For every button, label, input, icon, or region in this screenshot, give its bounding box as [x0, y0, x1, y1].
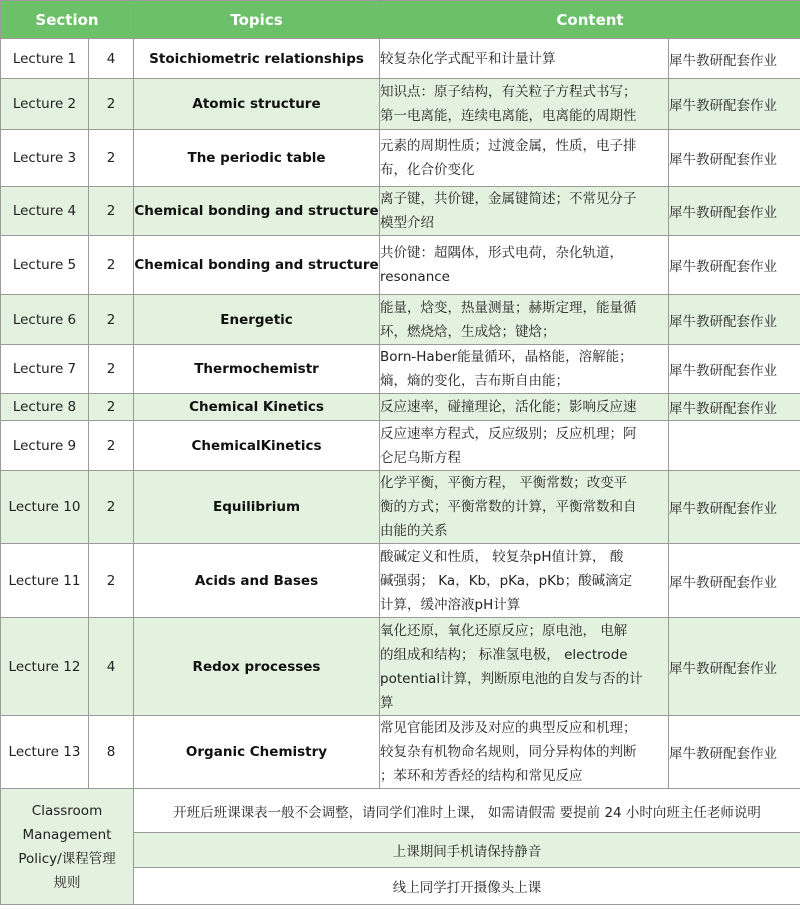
lecture-topic: Redox processes — [134, 618, 380, 716]
lecture-homework: 犀牛教研配套作业 — [669, 79, 800, 130]
lecture-homework: 犀牛教研配套作业 — [669, 295, 800, 345]
content-line: 反应速率，碰撞理论，活化能；影响反应速 — [380, 399, 637, 415]
lecture-row — [1, 79, 800, 130]
content-line: 布，化合价变化 — [380, 162, 475, 178]
lecture-hours: 2 — [89, 394, 134, 421]
policy-rule: 上课期间手机请保持静音 — [134, 833, 800, 868]
policy-rule: 线上同学打开摄像头上课 — [134, 868, 800, 905]
lecture-topic: Equilibrium — [134, 471, 380, 544]
lecture-section: Lecture 7 — [1, 345, 89, 394]
content-line: 仑尼乌斯方程 — [380, 449, 462, 466]
lecture-content — [380, 471, 669, 544]
content-line: 元素的周期性质；过渡金属，性质，电子排 — [380, 138, 637, 154]
lecture-homework: 犀牛教研配套作业 — [669, 130, 800, 187]
lecture-hours: 2 — [89, 295, 134, 345]
content-line: 计算，缓冲溶液pH计算 — [380, 596, 521, 613]
header-row — [1, 1, 800, 39]
content-line: 氧化还原，氧化还原反应；原电池， 电解 — [380, 622, 628, 639]
lecture-homework: 犀牛教研配套作业 — [669, 618, 800, 716]
content-line: 知识点：原子结构，有关粒子方程式书写； — [380, 84, 637, 100]
content-line: 常见官能团及涉及对应的典型反应和机理； — [380, 720, 637, 736]
lecture-section: Lecture 9 — [1, 421, 89, 471]
lecture-row — [1, 394, 800, 421]
content-line: 衡的方式；平衡常数的计算，平衡常数和自 — [380, 499, 637, 515]
policy-label-line: Management — [22, 826, 112, 843]
content-line: 由能的关系 — [380, 523, 448, 539]
lecture-hours: 2 — [89, 345, 134, 394]
lecture-row — [1, 345, 800, 394]
lecture-topic: Chemical bonding and structure — [134, 187, 380, 236]
content-line: 碱强弱； Ka，Kb，pKa，pKb；酸碱滴定 — [380, 572, 633, 589]
lecture-row — [1, 471, 800, 544]
lecture-hours: 4 — [89, 39, 134, 79]
content-line: 环，燃烧焓，生成焓；键焓； — [380, 323, 556, 340]
lecture-section: Lecture 2 — [1, 79, 89, 130]
content-line: 反应速率方程式，反应级别；反应机理；阿 — [380, 425, 637, 442]
lecture-row — [1, 618, 800, 716]
content-line: 较复杂有机物命名规则，同分异构体的判断 — [380, 744, 637, 760]
lecture-hours: 2 — [89, 79, 134, 130]
content-line: 的组成和结构； 标准氢电极， electrode — [380, 646, 628, 663]
lecture-homework: 犀牛教研配套作业 — [669, 345, 800, 394]
lecture-hours: 8 — [89, 716, 134, 789]
lecture-row — [1, 39, 800, 79]
header-section: Section — [1, 1, 134, 39]
lecture-section: Lecture 8 — [1, 394, 89, 421]
lecture-content — [380, 130, 669, 187]
lecture-row — [1, 544, 800, 618]
content-line: 算 — [380, 694, 394, 711]
lecture-section: Lecture 1 — [1, 39, 89, 79]
header-topics: Topics — [134, 1, 380, 39]
lecture-hours: 2 — [89, 421, 134, 471]
lecture-rows — [1, 39, 800, 789]
lecture-section: Lecture 4 — [1, 187, 89, 236]
policy-row — [1, 789, 800, 833]
lecture-row — [1, 130, 800, 187]
lecture-hours: 2 — [89, 471, 134, 544]
lecture-topic: ChemicalKinetics — [134, 421, 380, 471]
lecture-section: Lecture 6 — [1, 295, 89, 345]
policy-label-line: Policy/课程管理 — [18, 850, 116, 867]
policy-rule: 开班后班课课表一般不会调整，请同学们准时上课， 如需请假需 要提前 24 小时向班主任老师说明 — [134, 789, 800, 833]
lecture-content — [380, 345, 669, 394]
lecture-topic: Acids and Bases — [134, 544, 380, 618]
lecture-row — [1, 187, 800, 236]
lecture-content — [380, 187, 669, 236]
lecture-hours: 2 — [89, 236, 134, 295]
content-line: 离子键，共价键，金属键简述；不常见分子 — [380, 191, 637, 207]
lecture-topic: Organic Chemistry — [134, 716, 380, 789]
lecture-row — [1, 716, 800, 789]
lecture-homework: 犀牛教研配套作业 — [669, 471, 800, 544]
header-content: Content — [380, 1, 800, 39]
lecture-hours: 2 — [89, 130, 134, 187]
lecture-row — [1, 295, 800, 345]
content-line: resonance — [380, 269, 450, 285]
lecture-topic: Chemical bonding and structure — [134, 236, 380, 295]
content-line: ；苯环和芳香烃的结构和常见反应 — [380, 768, 583, 784]
lecture-content — [380, 79, 669, 130]
policy-label-line: Classroom — [31, 802, 103, 819]
content-line: 熵，熵的变化，吉布斯自由能； — [380, 373, 570, 389]
lecture-content — [380, 394, 669, 421]
lecture-topic: Atomic structure — [134, 79, 380, 130]
lecture-content — [380, 618, 669, 716]
content-line: potential计算，判断原电池的自发与否的计 — [380, 670, 643, 687]
lecture-section: Lecture 5 — [1, 236, 89, 295]
lecture-homework: 犀牛教研配套作业 — [669, 187, 800, 236]
lecture-hours: 4 — [89, 618, 134, 716]
lecture-content — [380, 39, 669, 79]
lecture-section: Lecture 3 — [1, 130, 89, 187]
lecture-row — [1, 421, 800, 471]
content-line: 第一电离能，连续电离能，电离能的周期性 — [380, 108, 637, 124]
lecture-homework: 犀牛教研配套作业 — [669, 236, 800, 295]
lecture-topic: Thermochemistr — [134, 345, 380, 394]
content-line: 模型介绍 — [380, 215, 435, 231]
policy-rows — [1, 789, 800, 905]
content-line: 能量，焓变，热量测量；赫斯定理，能量循 — [380, 299, 637, 316]
lecture-topic: Stoichiometric relationships — [134, 39, 380, 79]
content-line: 较复杂化学式配平和计量计算 — [380, 50, 556, 67]
lecture-section: Lecture 13 — [1, 716, 89, 789]
content-line: 酸碱定义和性质， 较复杂pH值计算， 酸 — [380, 548, 624, 565]
lecture-content — [380, 236, 669, 295]
lecture-homework — [669, 421, 800, 471]
lecture-topic: Energetic — [134, 295, 380, 345]
lecture-row — [1, 236, 800, 295]
lecture-topic: The periodic table — [134, 130, 380, 187]
policy-label-line: 规则 — [53, 874, 81, 891]
lecture-content — [380, 295, 669, 345]
lecture-topic: Chemical Kinetics — [134, 394, 380, 421]
content-line: 化学平衡，平衡方程， 平衡常数；改变平 — [380, 475, 628, 491]
lecture-homework: 犀牛教研配套作业 — [669, 544, 800, 618]
lecture-section: Lecture 12 — [1, 618, 89, 716]
lecture-homework: 犀牛教研配套作业 — [669, 39, 800, 79]
lecture-section: Lecture 10 — [1, 471, 89, 544]
content-line: 共价键：超隅体，形式电荷，杂化轨道， — [380, 245, 624, 261]
lecture-content — [380, 421, 669, 471]
lecture-hours: 2 — [89, 187, 134, 236]
content-line: Born-Haber能量循环，晶格能，溶解能； — [380, 349, 633, 365]
lecture-section: Lecture 11 — [1, 544, 89, 618]
lecture-homework: 犀牛教研配套作业 — [669, 716, 800, 789]
policy-label — [1, 789, 134, 905]
lecture-content — [380, 716, 669, 789]
lecture-content — [380, 544, 669, 618]
lecture-homework: 犀牛教研配套作业 — [669, 394, 800, 421]
lecture-hours: 2 — [89, 544, 134, 618]
